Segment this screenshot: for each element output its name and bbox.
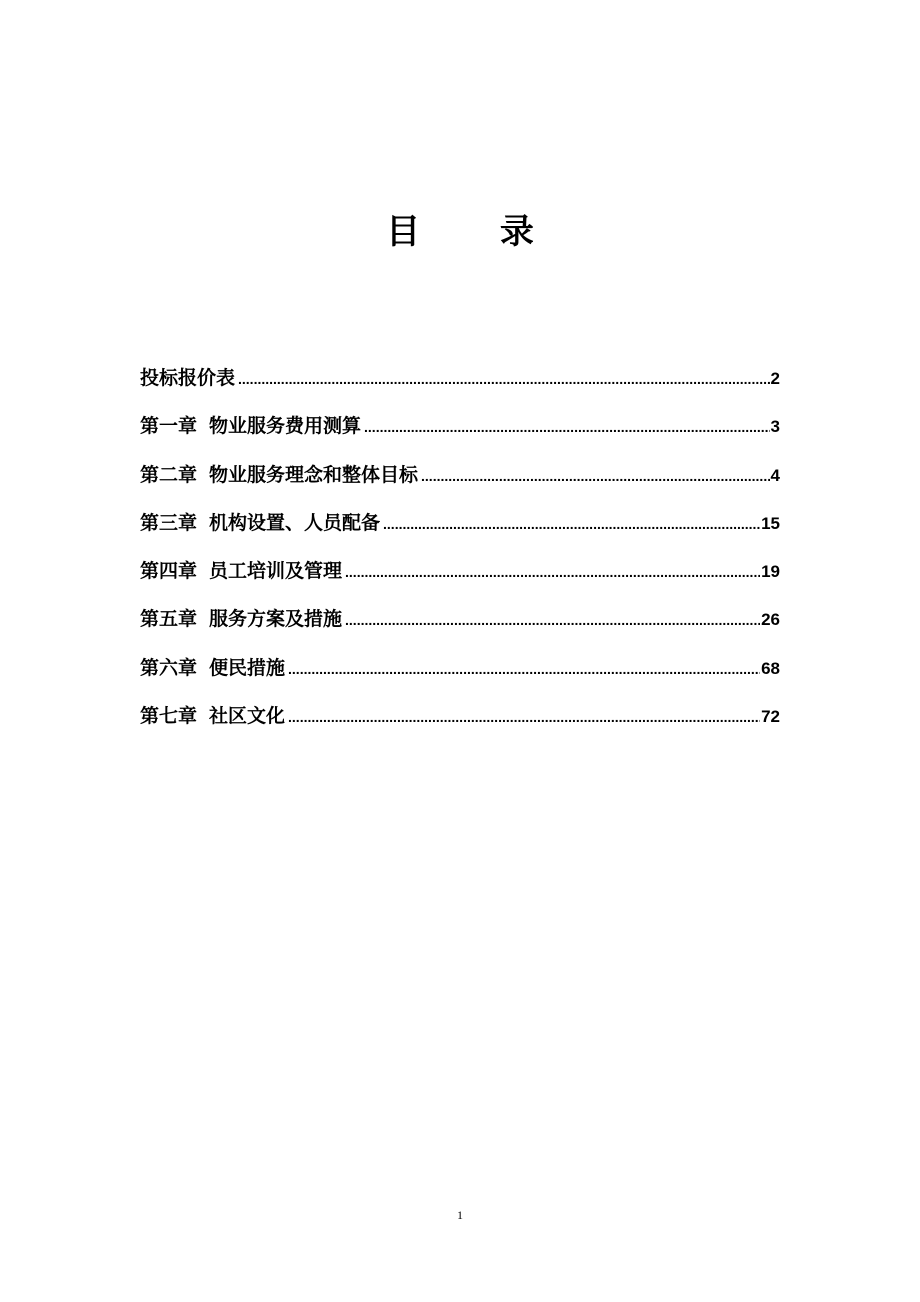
toc-page-number: 3 bbox=[770, 417, 780, 437]
toc-entry-name: 社区文化 bbox=[209, 705, 286, 728]
toc-chapter-label: 第一章 bbox=[140, 415, 198, 438]
toc-page-number: 19 bbox=[761, 562, 780, 582]
dot-leader bbox=[288, 699, 760, 735]
toc-page-number: 72 bbox=[761, 707, 780, 727]
toc-page-number: 68 bbox=[761, 658, 780, 678]
toc-entry-chapter-2[interactable] bbox=[140, 457, 780, 505]
toc-entry-chapter-3[interactable] bbox=[140, 505, 780, 553]
toc-entry-name: 服务方案及措施 bbox=[209, 608, 343, 631]
toc-chapter-label: 第四章 bbox=[140, 560, 198, 583]
toc-page-number: 4 bbox=[770, 465, 780, 485]
dot-leader bbox=[345, 602, 760, 638]
dot-leader bbox=[364, 409, 770, 445]
toc-entry-chapter-1[interactable] bbox=[140, 408, 780, 456]
toc-chapter-label: 第五章 bbox=[140, 608, 198, 631]
dot-leader bbox=[421, 458, 770, 494]
toc-entry-chapter-6[interactable] bbox=[140, 650, 780, 698]
toc-chapter-label: 第二章 bbox=[140, 463, 198, 486]
toc-entry-chapter-4[interactable] bbox=[140, 553, 780, 601]
toc-entry-name: 物业服务费用测算 bbox=[209, 415, 362, 438]
toc-title: 目 录 bbox=[386, 212, 568, 252]
toc-entry-quote[interactable] bbox=[140, 360, 780, 408]
dot-leader bbox=[288, 651, 760, 687]
dot-leader bbox=[383, 506, 760, 542]
dot-leader bbox=[345, 554, 760, 590]
toc-entry-name: 投标报价表 bbox=[140, 367, 236, 389]
page-number: 1 bbox=[457, 1208, 463, 1222]
dot-leader bbox=[238, 361, 770, 397]
toc-chapter-label: 第三章 bbox=[140, 511, 198, 534]
toc-chapter-label: 第七章 bbox=[140, 705, 198, 728]
toc-entry-name: 物业服务理念和整体目标 bbox=[209, 463, 419, 486]
table-of-contents bbox=[140, 360, 780, 746]
toc-entry-name: 便民措施 bbox=[209, 656, 286, 679]
toc-entry-name: 员工培训及管理 bbox=[209, 560, 343, 583]
toc-entry-name: 机构设置、人员配备 bbox=[209, 511, 381, 534]
toc-chapter-label: 第六章 bbox=[140, 656, 198, 679]
toc-page-number: 2 bbox=[770, 369, 780, 388]
toc-page-number: 26 bbox=[761, 610, 780, 630]
toc-entry-chapter-5[interactable] bbox=[140, 601, 780, 649]
toc-entry-chapter-7[interactable] bbox=[140, 698, 780, 746]
toc-page-number: 15 bbox=[761, 513, 780, 533]
